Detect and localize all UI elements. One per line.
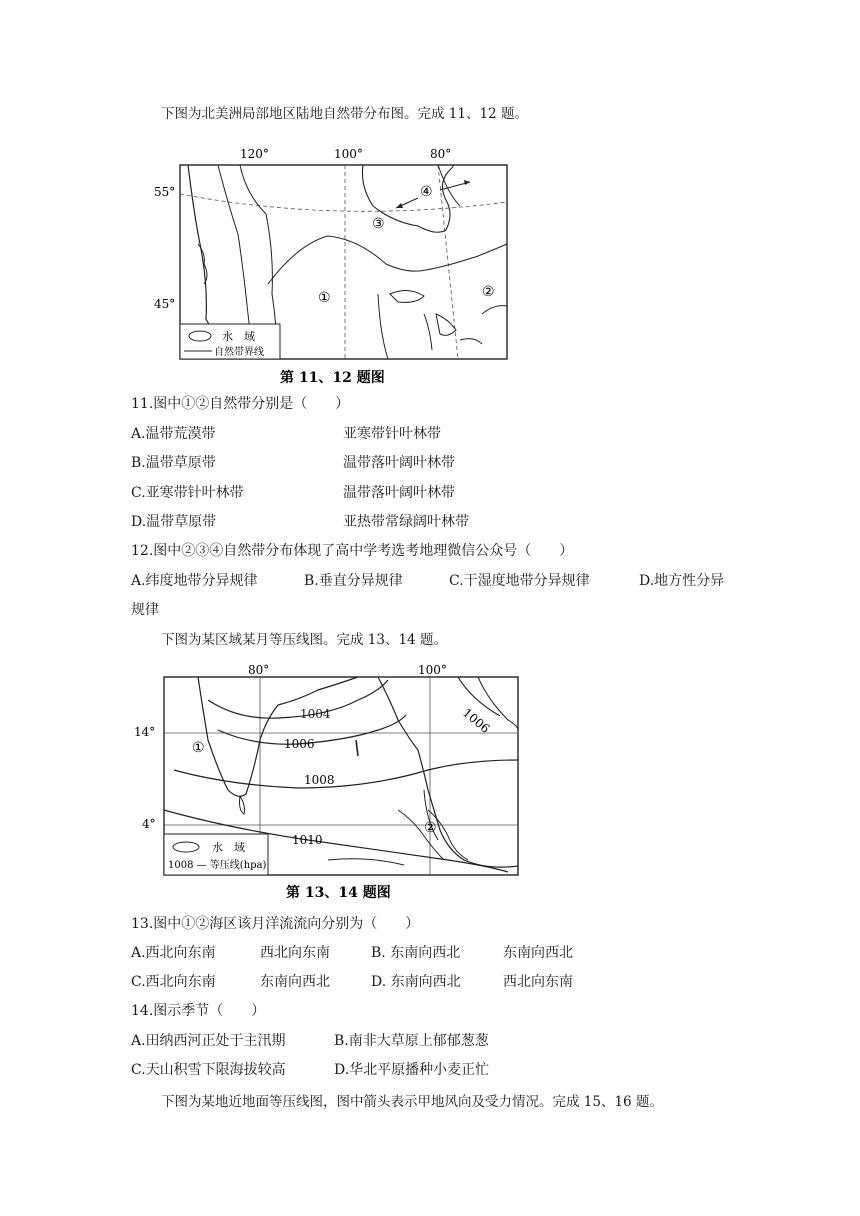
sea-label-1: ① xyxy=(192,740,205,756)
q11-option-c: C.亚寒带针叶林带 xyxy=(131,485,244,501)
map1-zone-label: ② xyxy=(482,284,495,300)
map2-lat-label: 14° xyxy=(134,725,156,739)
map1-zone-label: ③ xyxy=(372,216,385,232)
q13-option-b: B. 东南向西北 xyxy=(371,945,461,961)
map1-zone-label: ① xyxy=(318,290,331,306)
q12-option-d: D.地方性分异 xyxy=(639,573,725,589)
q13-stem: 13.图中①②海区该月洋流流向分别为（ ） xyxy=(131,916,420,932)
map1-parallel xyxy=(180,194,507,211)
map1-lon-label: 120° xyxy=(240,147,269,161)
map1-meridian xyxy=(438,165,458,359)
map2-svg xyxy=(128,660,528,905)
map-north-america xyxy=(148,144,528,394)
map2-lat-label: 4° xyxy=(142,817,156,831)
map2-sumatra xyxy=(398,810,444,860)
map1-lon-label: 100° xyxy=(334,147,363,161)
map1-lon-label: 80° xyxy=(430,147,452,161)
q11-option-b-zone2: 温带落叶阔叶林带 xyxy=(343,455,455,471)
q11-option-a-zone2: 亚寒带针叶林带 xyxy=(343,426,441,442)
isobar-label: 1006 xyxy=(284,737,315,751)
q14-stem: 14.图示季节（ ） xyxy=(131,1003,266,1019)
map1-caption: 第 11、12 题图 xyxy=(280,370,385,386)
q12-stem: 12.图中②③④自然带分布体现了高中学考选考地理微信公众号（ ） xyxy=(131,543,574,559)
q13-option-d: D. 东南向西北 xyxy=(371,974,461,990)
q14-option-b: B.南非大草原上郁郁葱葱 xyxy=(334,1033,489,1049)
map1-lake xyxy=(436,314,456,335)
map1-zone-label: ④ xyxy=(420,184,433,200)
q13-option-b-2: 东南向西北 xyxy=(503,945,573,961)
map1-lake xyxy=(424,314,432,350)
map1-lake xyxy=(390,290,424,302)
q13-option-d-2: 西北向东南 xyxy=(503,974,573,990)
map1-coast xyxy=(482,306,507,314)
map1-lake xyxy=(460,339,482,344)
isobar-label: 1008 xyxy=(304,773,335,787)
q11-stem: 11.图中①②自然带分别是（ ） xyxy=(131,396,350,412)
map1-arrowhead xyxy=(396,203,403,208)
map2-caption: 第 13、14 题图 xyxy=(286,885,391,901)
map1-legend-water: 水 域 xyxy=(222,330,255,343)
q13-option-c-2: 东南向西北 xyxy=(260,974,330,990)
q12-option-c: C.干湿度地带分异规律 xyxy=(449,573,590,589)
q11-option-d: D.温带草原带 xyxy=(131,514,217,530)
q11-option-b: B.温带草原带 xyxy=(131,455,216,471)
q13-option-a-2: 西北向东南 xyxy=(260,945,330,961)
map2-lon-label: 80° xyxy=(248,663,270,677)
map-isobar xyxy=(128,660,528,909)
map2-lon-label: 100° xyxy=(418,663,447,677)
map2-sri-lanka xyxy=(240,796,245,814)
map2-legend-isobar: 1008 — 等压线(hpa) xyxy=(168,860,267,871)
isobar-label: 1010 xyxy=(292,833,323,847)
intro-text-1: 下图为北美洲局部地区陆地自然带分布图。完成 11、12 题。 xyxy=(161,106,528,122)
map1-lat-label: 45° xyxy=(154,297,176,311)
q12-option-a: A.纬度地带分异规律 xyxy=(131,573,258,589)
map1-boundary xyxy=(268,236,507,284)
map1-arrowhead xyxy=(464,180,470,185)
intro-text-3: 下图为某地近地面等压线图，图中箭头表示甲地风向及受力情况。完成 15、16 题。 xyxy=(161,1094,663,1110)
map1-lat-label: 55° xyxy=(154,185,176,199)
map1-svg xyxy=(148,144,528,390)
q11-option-d-zone2: 亚热带常绿阔叶林带 xyxy=(343,514,469,530)
q12-option-b: B.垂直分异规律 xyxy=(304,573,403,589)
q14-option-a: A.田纳西河正处于主汛期 xyxy=(131,1033,286,1049)
sea-label-2: ② xyxy=(424,820,437,836)
q11-option-a: A.温带荒漠带 xyxy=(131,426,216,442)
q13-option-c: C.西北向东南 xyxy=(131,974,216,990)
map1-legend-boundary: 自然带界线 xyxy=(214,347,264,358)
q11-option-c-zone2: 温带落叶阔叶林带 xyxy=(343,485,455,501)
map2-coast xyxy=(378,677,518,867)
map2-island xyxy=(356,740,358,756)
q14-option-c: C.天山积雪下限海拔较高 xyxy=(131,1062,286,1078)
intro-text-2: 下图为某区域某月等压线图。完成 13、14 题。 xyxy=(161,632,447,648)
isobar-label: 1006 xyxy=(460,705,493,736)
map2-java xyxy=(328,859,404,865)
isobar-label: 1004 xyxy=(300,707,331,721)
map2-legend-water: 水 域 xyxy=(212,841,245,854)
q13-option-a: A.西北向东南 xyxy=(131,945,216,961)
q12-option-d-cont: 规律 xyxy=(131,602,159,618)
q14-option-d: D.华北平原播种小麦正忙 xyxy=(334,1062,490,1078)
map1-boundary xyxy=(378,294,388,359)
